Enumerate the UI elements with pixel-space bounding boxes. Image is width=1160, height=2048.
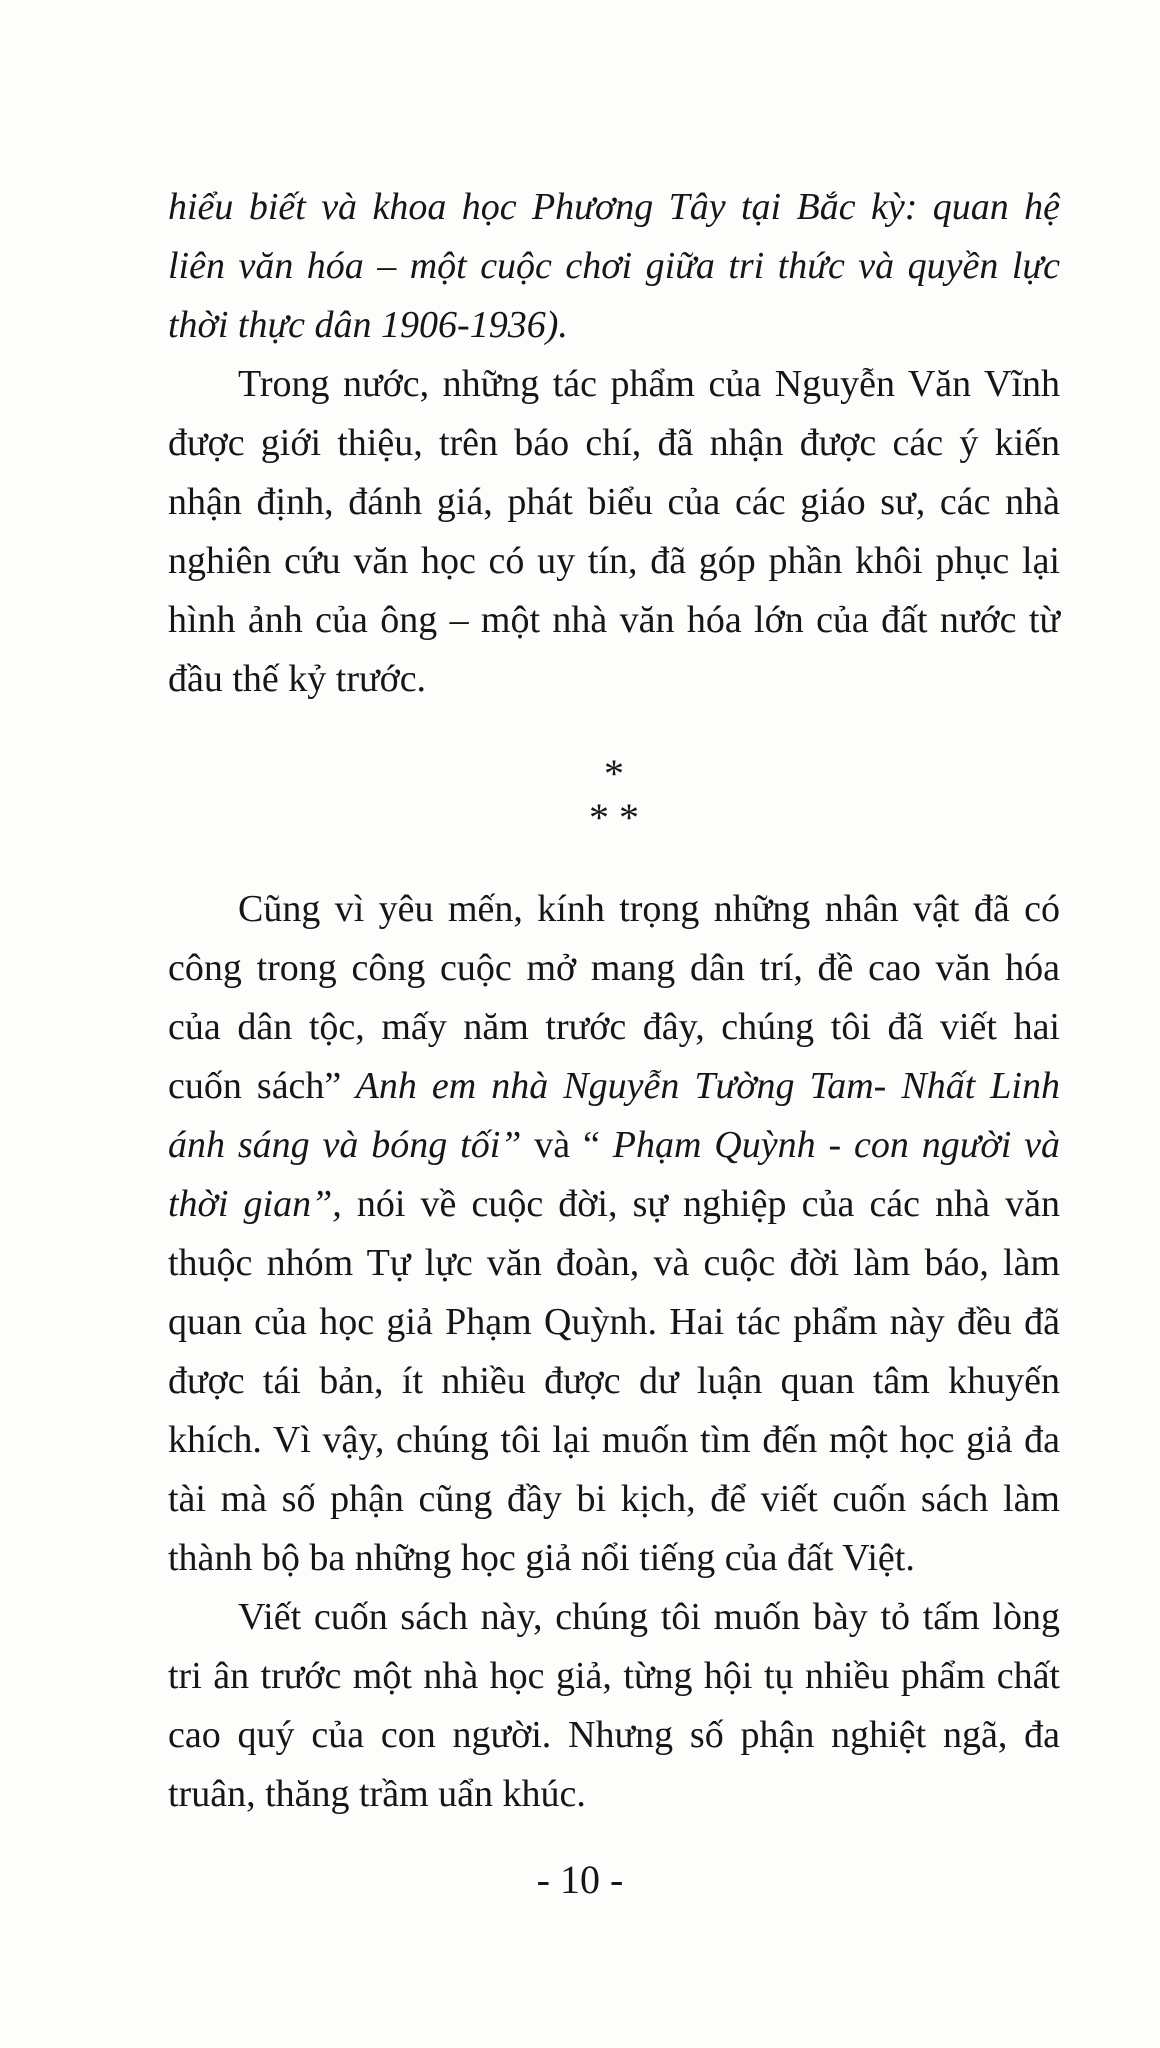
paragraph-viet-cuon-sach [168,1588,1060,1824]
paragraph-continued-italic: hiểu biết và khoa học Phương Tây tại Bắc kỳ: quan hệ liên văn hóa – một cuộc chơi giữa tri thức và quyền lực thời thực dân 1906-1936). [168,186,1060,346]
paragraph-cung-vi [168,880,1060,1588]
section-break [168,751,1060,842]
bottom-text-block [168,880,1060,1824]
paragraph-cung-vi-seg-1: Cũng vì yêu mến, kính trọng những nhân vật đã có công trong công cuộc mở mang dân trí, đề cao văn hóa của dân tộc, mấy năm trước đây, chúng tôi đã viết hai cuốn sách” [168,888,1060,1107]
book-title-nhat-linh: Anh em nhà Nguyễn Tường Tam- Nhất Linh ánh sáng và bóng tối” [168,1065,1060,1166]
book-page [168,178,1061,1815]
section-break-line-1: * [604,751,624,796]
section-break-line-2: * * [589,795,639,840]
book-title-pham-quynh: Phạm Quỳnh - con người và thời gian”, [168,1124,1061,1225]
paragraph-trong-nuoc-text: Trong nước, những tác phẩm của Nguyễn Văn Vĩnh được giới thiệu, trên báo chí, đã nhận được các ý kiến nhận định, đánh giá, phát biểu của các giáo sư, các nhà nghiên cứu văn học có uy tín, đã góp phần khôi phục lại hình ảnh của ông – một nhà văn hóa lớn của đất nước từ đầu thế kỷ trước. [168,363,1060,700]
paragraph-trong-nuoc [168,355,1060,709]
paragraph-continued [168,178,1060,355]
paragraph-cung-vi-seg-3: và “ [521,1124,600,1166]
paragraph-cung-vi-seg-5: nói về cuộc đời, sự nghiệp của các nhà văn thuộc nhóm Tự lực văn đoàn, và cuộc đời làm báo, làm quan của học giả Phạm Quỳnh. Hai tác phẩm này đều đã được tái bản, ít nhiều được dư luận quan tâm khuyến khích. Vì vậy, chúng tôi lại muốn tìm đến một học giả đa tài mà số phận cũng đầy bi kịch, để viết cuốn sách làm thành bộ ba những học giả nổi tiếng của đất Việt. [168,1183,1060,1579]
top-text-block [168,178,1060,709]
page-number: - 10 - [536,1857,624,1902]
paragraph-viet-cuon-sach-text: Viết cuốn sách này, chúng tôi muốn bày tỏ tấm lòng tri ân trước một nhà học giả, từng hội tụ nhiều phẩm chất cao quý của con người. Nhưng số phận nghiệt ngã, đa truân, thăng trầm uẩn khúc. [168,1596,1060,1815]
